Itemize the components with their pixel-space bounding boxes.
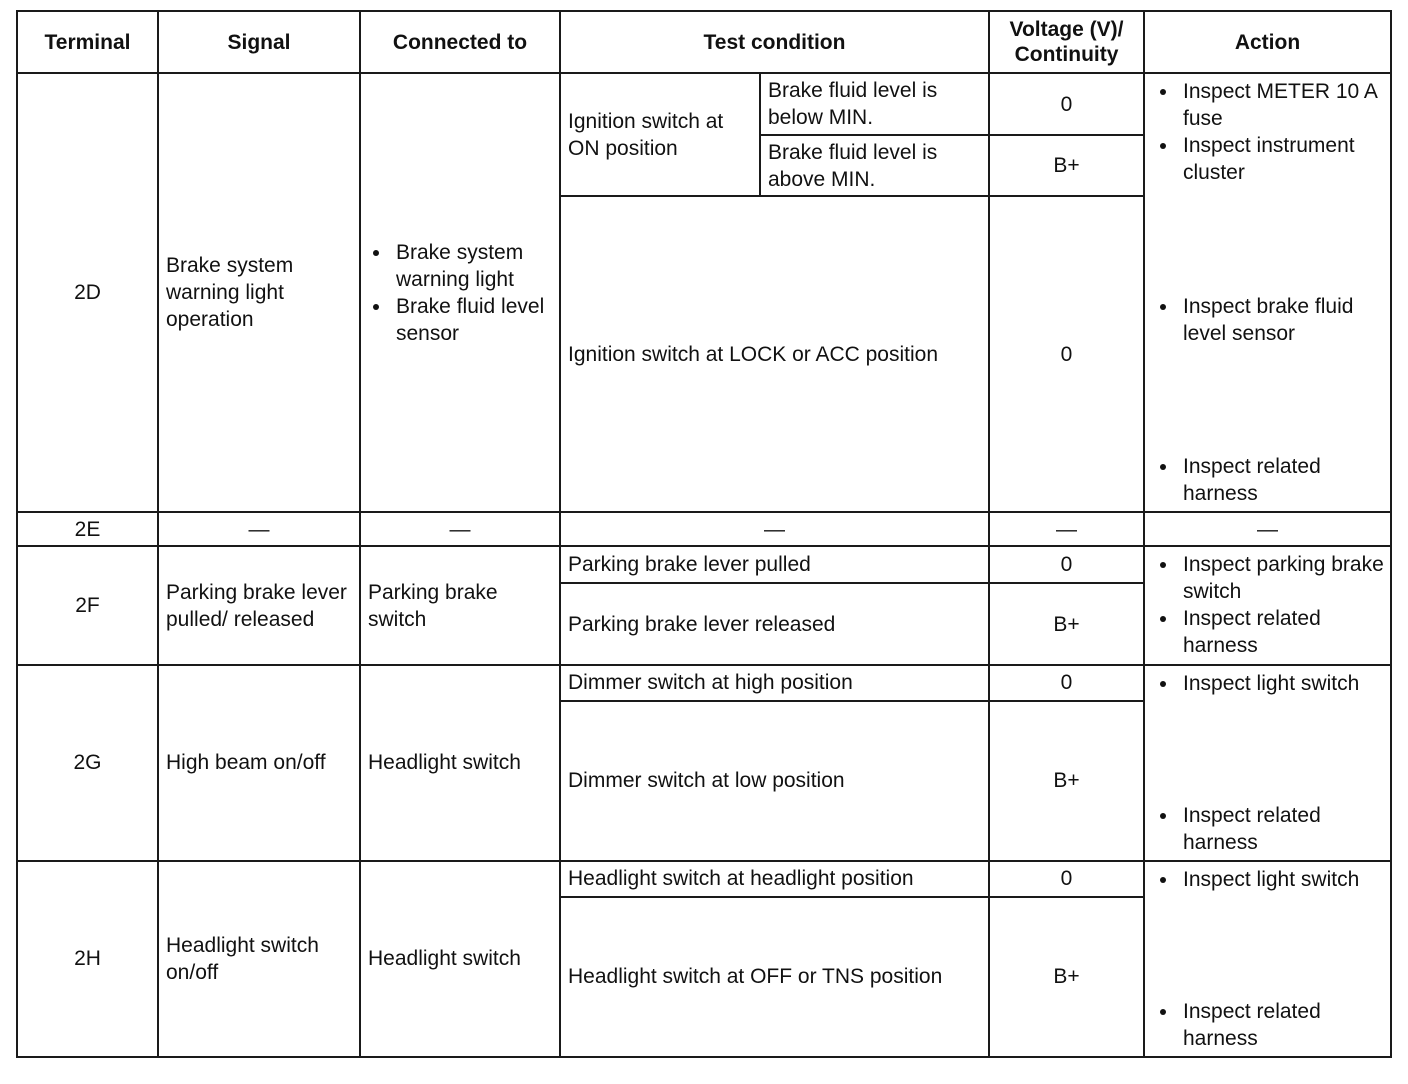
signal-2d: Brake system warning light operation — [158, 73, 360, 512]
action-2h-item: Inspect related harness — [1155, 998, 1384, 1052]
signal-2h: Headlight switch on/off — [158, 861, 360, 1057]
voltage-2d-above-min: B+ — [989, 135, 1144, 196]
action-2g — [1144, 665, 1391, 861]
action-2d — [1144, 73, 1391, 512]
condition-2h-headlight: Headlight switch at headlight position — [560, 861, 989, 897]
action-2h — [1144, 861, 1391, 1057]
connected-2h: Headlight switch — [360, 861, 560, 1057]
terminal-2e: 2E — [17, 512, 158, 546]
connected-2g: Headlight switch — [360, 665, 560, 861]
terminal-2d: 2D — [17, 73, 158, 512]
header-signal: Signal — [158, 11, 360, 73]
header-test-condition: Test condition — [560, 11, 989, 73]
header-voltage: Voltage (V)/ Continuity — [989, 11, 1144, 73]
signal-2e: — — [158, 512, 360, 546]
action-2g-item: Inspect related harness — [1155, 802, 1384, 856]
condition-2d-below-min: Brake fluid level is below MIN. — [760, 73, 989, 135]
action-2f — [1144, 546, 1391, 664]
header-action: Action — [1144, 11, 1391, 73]
header-terminal: Terminal — [17, 11, 158, 73]
voltage-2e: — — [989, 512, 1144, 546]
action-2d-item: Inspect brake fluid level sensor — [1155, 293, 1384, 347]
condition-2d-above-min: Brake fluid level is above MIN. — [760, 135, 989, 196]
voltage-2g-low: B+ — [989, 701, 1144, 861]
action-2d-item: Inspect related harness — [1155, 453, 1384, 507]
voltage-2g-high: 0 — [989, 665, 1144, 701]
condition-2g-high: Dimmer switch at high position — [560, 665, 989, 701]
condition-2f-pulled: Parking brake lever pulled — [560, 546, 989, 583]
action-2h-item: Inspect light switch — [1155, 866, 1384, 893]
action-2d-item: Inspect instrument cluster — [1155, 132, 1384, 186]
condition-2e: — — [560, 512, 989, 546]
connected-2d-item: Brake system warning light — [368, 239, 552, 293]
connected-2d — [360, 73, 560, 512]
connected-2f: Parking brake switch — [360, 546, 560, 664]
voltage-2h-off-tns: B+ — [989, 897, 1144, 1057]
action-2f-item: Inspect related harness — [1155, 605, 1384, 659]
condition-2h-off-tns: Headlight switch at OFF or TNS position — [560, 897, 989, 1057]
terminal-2g: 2G — [17, 665, 158, 861]
header-row — [17, 11, 1391, 73]
voltage-2d-below-min: 0 — [989, 73, 1144, 135]
condition-2d-lock-acc: Ignition switch at LOCK or ACC position — [560, 196, 989, 512]
voltage-2d-lock-acc: 0 — [989, 196, 1144, 512]
voltage-2f-released: B+ — [989, 583, 1144, 664]
action-2e: — — [1144, 512, 1391, 546]
voltage-2h-headlight: 0 — [989, 861, 1144, 897]
signal-2g: High beam on/off — [158, 665, 360, 861]
action-2f-item: Inspect parking brake switch — [1155, 551, 1384, 605]
connected-2d-item: Brake fluid level sensor — [368, 293, 552, 347]
table-row-2g — [17, 665, 1391, 701]
condition-2f-released: Parking brake lever released — [560, 583, 989, 664]
table-row-2f — [17, 546, 1391, 583]
condition-2g-low: Dimmer switch at low position — [560, 701, 989, 861]
condition-2d-ignition-on: Ignition switch at ON position — [560, 73, 760, 196]
terminal-voltage-table — [16, 10, 1392, 1058]
action-2g-item: Inspect light switch — [1155, 670, 1384, 697]
header-connected-to: Connected to — [360, 11, 560, 73]
table-row-2d — [17, 73, 1391, 135]
terminal-voltage-table-sheet — [16, 10, 1390, 1058]
table-row-2h — [17, 861, 1391, 897]
terminal-2f: 2F — [17, 546, 158, 664]
connected-2e: — — [360, 512, 560, 546]
voltage-2f-pulled: 0 — [989, 546, 1144, 583]
action-2d-item: Inspect METER 10 A fuse — [1155, 78, 1384, 132]
signal-2f: Parking brake lever pulled/ released — [158, 546, 360, 664]
terminal-2h: 2H — [17, 861, 158, 1057]
table-row-2e — [17, 512, 1391, 546]
